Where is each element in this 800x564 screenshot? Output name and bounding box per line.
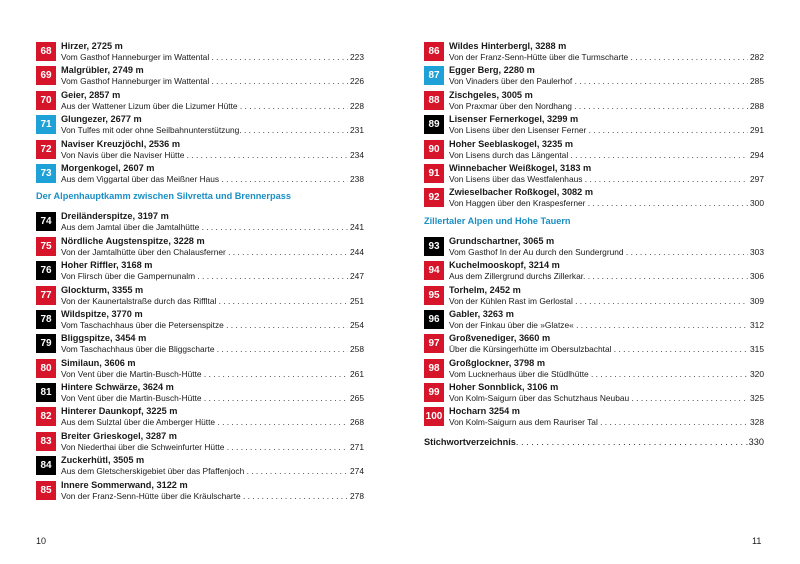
entry-text: [449, 114, 764, 135]
entry-text: [61, 163, 364, 184]
entry-route-text: Aus dem Jamtal über die Jamtalhütte . . .: [61, 222, 348, 232]
entry-route: [61, 491, 364, 501]
entry-route-text: Von Navis über die Naviser Hütte . . .: [61, 150, 348, 160]
entry-title: Hoher Seeblaskogel, 3235 m: [449, 138, 574, 149]
entry-route: [61, 442, 364, 452]
tour-number-badge: 73: [36, 164, 56, 183]
toc-entry-99[interactable]: [424, 382, 764, 406]
toc-entry-72[interactable]: [36, 139, 364, 163]
toc-entry-89[interactable]: [424, 114, 764, 138]
entry-route-text: Aus dem Gletscherskigebiet über das Pfaffenjoch . . .: [61, 466, 348, 476]
right-entries-b: [424, 236, 764, 431]
tour-number-badge: 82: [36, 407, 56, 426]
entry-title: Hoher Riffler, 3168 m: [61, 260, 153, 271]
entry-text: [449, 309, 764, 330]
tour-number-badge: 80: [36, 359, 56, 378]
entry-title: Naviser Kreuzjöchl, 2536 m: [61, 138, 180, 149]
entry-route-text: Von der Jamtalhütte über den Chalausferner . . .: [61, 247, 348, 257]
entry-route: [61, 271, 364, 281]
entry-text: [61, 260, 364, 281]
entry-page: 285: [750, 76, 764, 87]
entry-text: [449, 333, 764, 354]
entry-route-text: Von Haggen über den Kraspesferner . . .: [449, 198, 748, 208]
entry-page: 282: [750, 52, 764, 62]
entry-route-text: Von Lisens über das Westfalenhaus . . .: [449, 174, 748, 184]
section-heading-zillertaler: Zillertaler Alpen und Hohe Tauern: [424, 215, 571, 226]
entry-route-text: Über die Kürsingerhütte im Obersulzbachtal . . .: [449, 344, 748, 354]
index-entry[interactable]: [424, 437, 764, 448]
entry-title: Torhelm, 2452 m: [449, 284, 521, 295]
tour-number-badge: 93: [424, 237, 444, 256]
entry-text: [61, 309, 364, 330]
entry-route: [61, 76, 364, 86]
toc-entry-84[interactable]: [36, 455, 364, 479]
entry-page: 306: [750, 271, 764, 282]
entry-page: 309: [750, 295, 764, 306]
toc-entry-68[interactable]: [36, 41, 364, 65]
tour-number-badge: 79: [36, 334, 56, 353]
entry-page: 278: [350, 490, 364, 501]
tour-number-badge: 96: [424, 310, 444, 329]
entry-title: Gabler, 3263 m: [449, 308, 514, 319]
tour-number-badge: 87: [424, 66, 444, 85]
entry-text: [61, 139, 364, 160]
entry-title: Wildspitze, 3770 m: [61, 308, 143, 319]
entry-route: [449, 344, 764, 354]
tour-number-badge: 77: [36, 286, 56, 305]
entry-title: Glungezer, 2677 m: [61, 114, 142, 125]
entry-text: [449, 236, 764, 257]
toc-entry-88[interactable]: [424, 90, 764, 114]
entry-route: [61, 296, 364, 306]
entry-page: 244: [350, 246, 364, 257]
tour-number-badge: 68: [36, 42, 56, 61]
tour-number-badge: 72: [36, 140, 56, 159]
tour-number-badge: 86: [424, 42, 444, 61]
toc-entry-76[interactable]: [36, 260, 364, 284]
tour-number-badge: 100: [424, 407, 444, 426]
entry-text: [61, 211, 364, 232]
entry-title: Hoher Sonnblick, 3106 m: [449, 382, 559, 393]
entry-title: Innere Sommerwand, 3122 m: [61, 479, 188, 490]
entry-title: Kuchelmooskopf, 3214 m: [449, 260, 560, 271]
entry-title: Großglockner, 3798 m: [449, 357, 545, 368]
toc-entry-94[interactable]: [424, 260, 764, 284]
entry-page: 228: [350, 100, 364, 111]
tour-number-badge: 94: [424, 261, 444, 280]
tour-number-badge: 70: [36, 91, 56, 110]
entry-text: [61, 480, 364, 501]
section-heading-alpenhauptkamm: Der Alpenhauptkamm zwischen Silvretta und Brennerpass: [36, 191, 291, 202]
entry-text: [61, 41, 364, 62]
entry-page: 231: [350, 125, 364, 136]
entry-text: [449, 285, 764, 306]
toc-entry-90[interactable]: [424, 139, 764, 163]
entry-title: Dreiländerspitze, 3197 m: [61, 211, 169, 222]
toc-entry-100[interactable]: [424, 406, 764, 430]
entry-title: Geier, 2857 m: [61, 89, 121, 100]
entry-route: [61, 52, 364, 62]
tour-number-badge: 89: [424, 115, 444, 134]
entry-text: [449, 41, 764, 62]
tour-number-badge: 92: [424, 188, 444, 207]
entry-text: [449, 65, 764, 86]
index-label: Stichwortverzeichnis: [424, 436, 516, 447]
entry-text: [449, 260, 764, 281]
toc-entry-79[interactable]: [36, 333, 364, 357]
entry-route: [61, 150, 364, 160]
entry-page: 294: [750, 149, 764, 160]
entry-route-text: Von Vent über die Martin-Busch-Hütte . . .: [61, 393, 348, 403]
toc-entry-70[interactable]: [36, 90, 364, 114]
entry-title: Hirzer, 2725 m: [61, 41, 123, 51]
entry-text: [449, 90, 764, 111]
entry-title: Glockturm, 3355 m: [61, 284, 144, 295]
entry-text: [449, 139, 764, 160]
entry-route: [449, 247, 764, 257]
entry-route-text: Vom Gasthof In der Au durch den Sundergrund . . .: [449, 247, 748, 257]
toc-entry-80[interactable]: [36, 358, 364, 382]
tour-number-badge: 76: [36, 261, 56, 280]
entry-route-text: Von Flirsch über die Gampernunalm . . .: [61, 271, 348, 281]
tour-number-badge: 97: [424, 334, 444, 353]
left-toc-column: [36, 41, 364, 504]
entry-page: 268: [350, 417, 364, 428]
entry-text: [449, 163, 764, 184]
entry-title: Egger Berg, 2280 m: [449, 65, 535, 76]
entry-text: [449, 406, 764, 427]
entry-page: 258: [350, 344, 364, 355]
entry-route: [61, 393, 364, 403]
entry-title: Nördliche Augstenspitze, 3228 m: [61, 235, 205, 246]
entry-page: 325: [750, 393, 764, 404]
entry-route-text: Von Kolm-Saigurn über das Schutzhaus Neubau . . .: [449, 393, 748, 403]
entry-title: Bliggspitze, 3454 m: [61, 333, 147, 344]
entry-page: 247: [350, 271, 364, 282]
entry-route: [449, 271, 764, 281]
toc-entry-71[interactable]: [36, 114, 364, 138]
entry-route: [449, 76, 764, 86]
left-entries-a: [36, 41, 364, 187]
toc-entry-83[interactable]: [36, 431, 364, 455]
tour-number-badge: 74: [36, 212, 56, 231]
entry-page: 238: [350, 173, 364, 184]
entry-route-text: Von Lisens durch das Längental . . .: [449, 150, 748, 160]
entry-title: Grundschartner, 3065 m: [449, 235, 555, 246]
tour-number-badge: 88: [424, 91, 444, 110]
entry-page: 241: [350, 222, 364, 233]
entry-route: [449, 296, 764, 306]
toc-entry-85[interactable]: [36, 480, 364, 504]
entry-route: [61, 174, 364, 184]
entry-text: [61, 236, 364, 257]
entry-route: [61, 369, 364, 379]
entry-route: [61, 125, 364, 135]
entry-text: [61, 114, 364, 135]
entry-route: [449, 417, 764, 427]
entry-title: Similaun, 3606 m: [61, 357, 136, 368]
toc-entry-98[interactable]: [424, 358, 764, 382]
entry-route: [449, 174, 764, 184]
toc-entry-87[interactable]: [424, 65, 764, 89]
entry-page: 297: [750, 173, 764, 184]
entry-page: 254: [350, 319, 364, 330]
entry-text: [449, 382, 764, 403]
entry-route: [449, 320, 764, 330]
tour-number-badge: 95: [424, 286, 444, 305]
entry-route: [449, 150, 764, 160]
entry-text: [61, 382, 364, 403]
entry-text: [61, 358, 364, 379]
tour-number-badge: 99: [424, 383, 444, 402]
toc-entry-91[interactable]: [424, 163, 764, 187]
entry-route-text: Aus der Wattener Lizum über die Lizumer Hütte . . .: [61, 101, 348, 111]
entry-page: 226: [350, 76, 364, 87]
entry-page: 274: [350, 466, 364, 477]
right-entries-a: [424, 41, 764, 212]
toc-entry-81[interactable]: [36, 382, 364, 406]
toc-entry-86[interactable]: [424, 41, 764, 65]
entry-title: Zwieselbacher Roßkogel, 3082 m: [449, 187, 593, 198]
entry-route-text: Von Tulfes mit oder ohne Seilbahnunterstützung. . . .: [61, 125, 348, 135]
entry-title: Zuckerhütl, 3505 m: [61, 455, 145, 466]
entry-text: [61, 333, 364, 354]
entry-page: 271: [350, 441, 364, 452]
left-entries-b: [36, 211, 364, 504]
entry-title: Breiter Grieskogel, 3287 m: [61, 430, 177, 441]
entry-route-text: Vom Lucknerhaus über die Stüdlhütte . . .: [449, 369, 748, 379]
entry-page: 291: [750, 125, 764, 136]
toc-entry-95[interactable]: [424, 285, 764, 309]
entry-route-text: Vom Taschachhaus über die Bliggscharte . . .: [61, 344, 348, 354]
entry-page: 223: [350, 52, 364, 62]
tour-number-badge: 98: [424, 359, 444, 378]
entry-route: [61, 344, 364, 354]
toc-entry-97[interactable]: [424, 333, 764, 357]
entry-page: 303: [750, 246, 764, 257]
entry-page: 315: [750, 344, 764, 355]
entry-title: Hocharn 3254 m: [449, 406, 520, 417]
index-leader-dots: [516, 437, 749, 448]
tour-number-badge: 78: [36, 310, 56, 329]
entry-route: [61, 417, 364, 427]
entry-route-text: Aus dem Viggartal über das Meißner Haus . . .: [61, 174, 348, 184]
tour-number-badge: 69: [36, 66, 56, 85]
tour-number-badge: 84: [36, 456, 56, 475]
page-number-left: 10: [36, 536, 47, 546]
tour-number-badge: 81: [36, 383, 56, 402]
toc-entry-69[interactable]: [36, 65, 364, 89]
page-number-right: 11: [752, 536, 762, 546]
entry-page: 320: [750, 368, 764, 379]
toc-entry-74[interactable]: [36, 211, 364, 235]
entry-route: [449, 198, 764, 208]
entry-route-text: Von Kolm-Saigurn aus dem Rauriser Tal . . .: [449, 417, 748, 427]
entry-title: Wildes Hinterbergl, 3288 m: [449, 41, 567, 51]
tour-number-badge: 75: [36, 237, 56, 256]
entry-route-text: Von Niederthai über die Schweinfurter Hütte . . .: [61, 442, 348, 452]
tour-number-badge: 91: [424, 164, 444, 183]
entry-route-text: Vom Gasthof Hanneburger im Wattental . . .: [61, 52, 348, 62]
entry-text: [61, 285, 364, 306]
entry-route: [61, 320, 364, 330]
index-page: 330: [748, 436, 764, 447]
entry-title: Zischgeles, 3005 m: [449, 89, 533, 100]
entry-route: [449, 101, 764, 111]
entry-route: [61, 101, 364, 111]
entry-page: 234: [350, 149, 364, 160]
tour-number-badge: 90: [424, 140, 444, 159]
entry-text: [449, 358, 764, 379]
entry-page: 261: [350, 368, 364, 379]
toc-entry-96[interactable]: [424, 309, 764, 333]
entry-route: [449, 125, 764, 135]
entry-page: 300: [750, 198, 764, 209]
entry-route-text: Von der Franz-Senn-Hütte über die Turmscharte . . .: [449, 52, 748, 62]
entry-route-text: Von Vent über die Martin-Busch-Hütte . . .: [61, 369, 348, 379]
entry-text: [61, 455, 364, 476]
entry-route: [61, 466, 364, 476]
entry-text: [61, 406, 364, 427]
entry-route-text: Von Lisens über den Lisenser Ferner . . .: [449, 125, 748, 135]
toc-entry-75[interactable]: [36, 236, 364, 260]
tour-number-badge: 83: [36, 432, 56, 451]
entry-page: 328: [750, 417, 764, 428]
entry-route: [449, 393, 764, 403]
entry-route-text: Vom Gasthof Hanneburger im Wattental . . .: [61, 76, 348, 86]
entry-title: Malgrübler, 2749 m: [61, 65, 144, 76]
entry-page: 265: [350, 393, 364, 404]
toc-entry-82[interactable]: [36, 406, 364, 430]
toc-entry-78[interactable]: [36, 309, 364, 333]
toc-entry-93[interactable]: [424, 236, 764, 260]
entry-title: Hintere Schwärze, 3624 m: [61, 382, 174, 393]
entry-title: Morgenkogel, 2607 m: [61, 162, 155, 173]
tour-number-badge: 71: [36, 115, 56, 134]
entry-route: [61, 222, 364, 232]
entry-title: Winnebacher Weißkogel, 3183 m: [449, 162, 592, 173]
entry-title: Hinterer Daunkopf, 3225 m: [61, 406, 178, 417]
entry-route-text: Aus dem Zillergrund durchs Zillerkar. . . .: [449, 271, 748, 281]
entry-page: 312: [750, 319, 764, 330]
entry-text: [61, 431, 364, 452]
entry-route-text: Von Vinaders über den Paulerhof . . .: [449, 76, 748, 86]
entry-title: Lisenser Fernerkogel, 3299 m: [449, 114, 579, 125]
toc-entry-92[interactable]: [424, 187, 764, 211]
entry-text: [61, 90, 364, 111]
entry-route: [61, 247, 364, 257]
toc-entry-73[interactable]: [36, 163, 364, 187]
tour-number-badge: 85: [36, 481, 56, 500]
entry-route-text: Aus dem Sulztal über die Amberger Hütte . . .: [61, 417, 348, 427]
entry-route-text: Von der Kühlen Rast im Gerlostal . . .: [449, 296, 748, 306]
entry-route-text: Von der Franz-Senn-Hütte über die Kräulscharte . . .: [61, 491, 348, 501]
entry-route: [449, 52, 764, 62]
entry-route-text: Von Praxmar über den Nordhang . . .: [449, 101, 748, 111]
entry-page: 251: [350, 295, 364, 306]
entry-route-text: Von der Finkau über die »Glatze« . . .: [449, 320, 748, 330]
entry-page: 288: [750, 100, 764, 111]
entry-route-text: Vom Taschachhaus über die Petersenspitze . . .: [61, 320, 348, 330]
right-toc-column: [424, 41, 764, 448]
toc-entry-77[interactable]: [36, 285, 364, 309]
entry-route-text: Von der Kaunertalstraße durch das Riffltal . . .: [61, 296, 348, 306]
entry-title: Großvenediger, 3660 m: [449, 333, 551, 344]
entry-text: [449, 187, 764, 208]
entry-text: [61, 65, 364, 86]
entry-route: [449, 369, 764, 379]
